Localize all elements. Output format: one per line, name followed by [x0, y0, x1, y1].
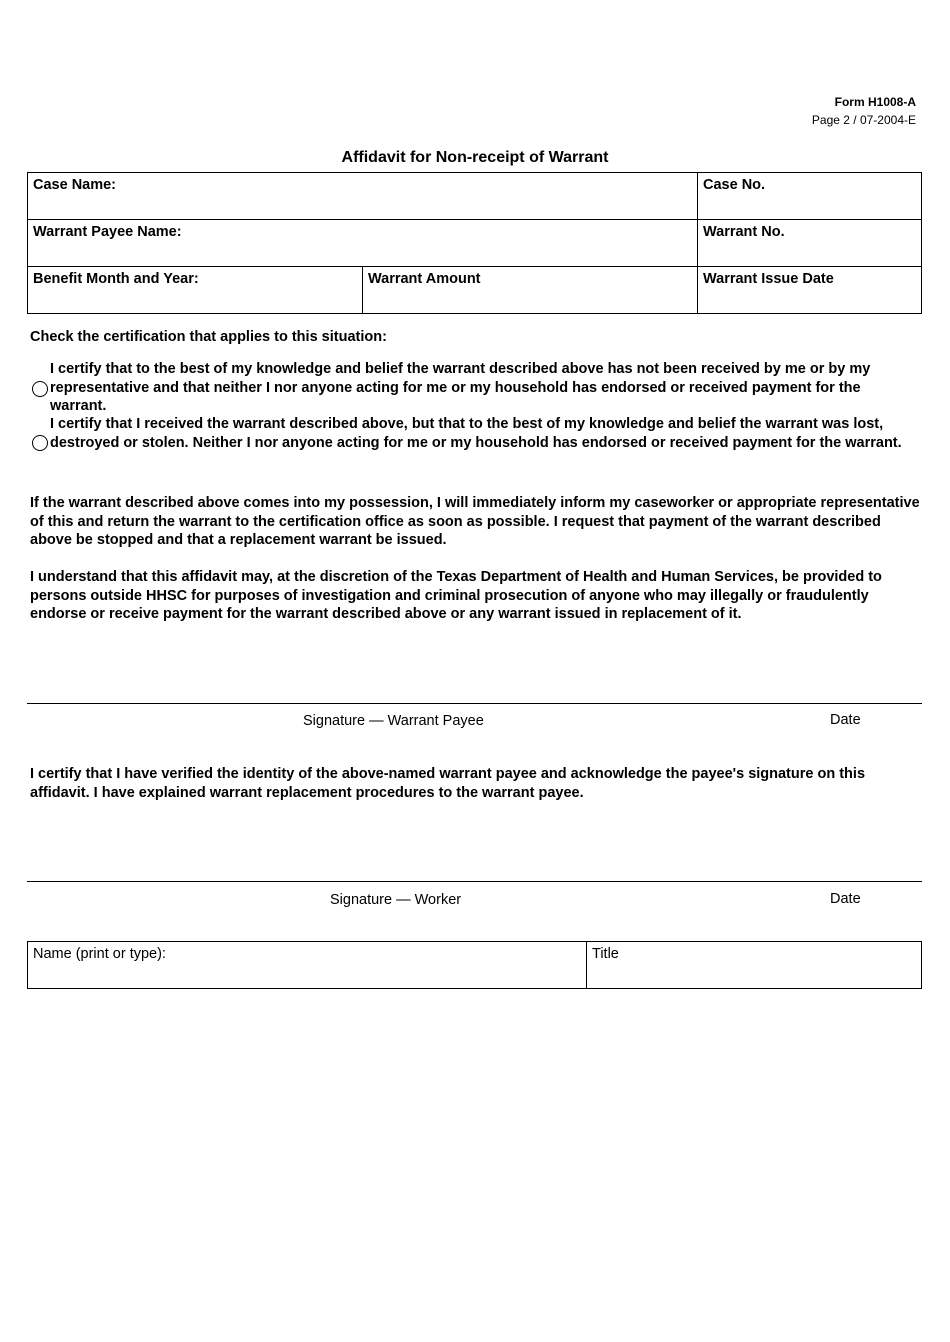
case-name-field[interactable]: Case Name: — [28, 173, 698, 220]
worker-signature-label: Signature — Worker — [330, 892, 462, 908]
warrant-issue-date-field[interactable]: Warrant Issue Date — [698, 267, 922, 314]
page-info: Page 2 / 07-2004-E — [811, 113, 916, 127]
warrant-no-field[interactable]: Warrant No. — [698, 220, 922, 267]
worker-certify-paragraph: I certify that I have verified the identity of the above-named warrant payee and acknowledge the payee's signature on this affidavit. I have explained warrant replacement procedures to the warrant payee. — [30, 766, 866, 801]
case-info-table — [27, 172, 922, 314]
name-title-table — [27, 941, 922, 989]
understand-paragraph: I understand that this affidavit may, at the discretion of the Texas Department of Health and Human Services, be provided to persons outside HHSC for purposes of investigation and criminal prosecution of anyone who may illegally or fraudulently endorse or receive payment for the warrant described above or any warrant issued in replacement of it. — [30, 569, 882, 622]
benefit-month-year-field[interactable]: Benefit Month and Year: — [28, 267, 363, 314]
title-field[interactable]: Title — [587, 942, 922, 989]
warrant-amount-field[interactable]: Warrant Amount — [363, 267, 698, 314]
possession-paragraph: If the warrant described above comes into my possession, I will immediately inform my caseworker or appropriate representative of this and return the warrant to the certification office as soon as possible. I request that payment of the warrant described above be stopped and that a replacement warrant be issued. — [30, 495, 920, 548]
radio-button-option-1[interactable] — [32, 381, 48, 397]
certification-option-2[interactable] — [30, 415, 920, 471]
certification-option-1-text: I certify that to the best of my knowledge and belief the warrant described above has not been received by me or by my representative and that neither I nor anyone acting for me or my household has endorsed or received payment for the warrant. — [50, 361, 871, 414]
name-field[interactable]: Name (print or type): — [28, 942, 587, 989]
payee-signature-label: Signature — Warrant Payee — [303, 713, 484, 729]
payee-signature-line[interactable] — [27, 703, 922, 704]
case-no-field[interactable]: Case No. — [698, 173, 922, 220]
form-title: Affidavit for Non-receipt of Warrant — [341, 149, 609, 166]
payee-date-label: Date — [830, 712, 861, 728]
worker-date-label: Date — [830, 891, 861, 907]
warrant-payee-name-field[interactable]: Warrant Payee Name: — [28, 220, 698, 267]
form-number: Form H1008-A — [834, 95, 916, 109]
certification-instruction: Check the certification that applies to this situation: — [30, 329, 387, 345]
certification-option-1[interactable] — [30, 360, 920, 416]
worker-signature-line[interactable] — [27, 881, 922, 882]
certification-option-2-text: I certify that I received the warrant described above, but that to the best of my knowledge and belief the warrant was lost, destroyed or stolen. Neither I nor anyone acting for me or my household has endorsed or received payment for the warrant. — [50, 416, 902, 451]
radio-button-option-2[interactable] — [32, 435, 48, 451]
